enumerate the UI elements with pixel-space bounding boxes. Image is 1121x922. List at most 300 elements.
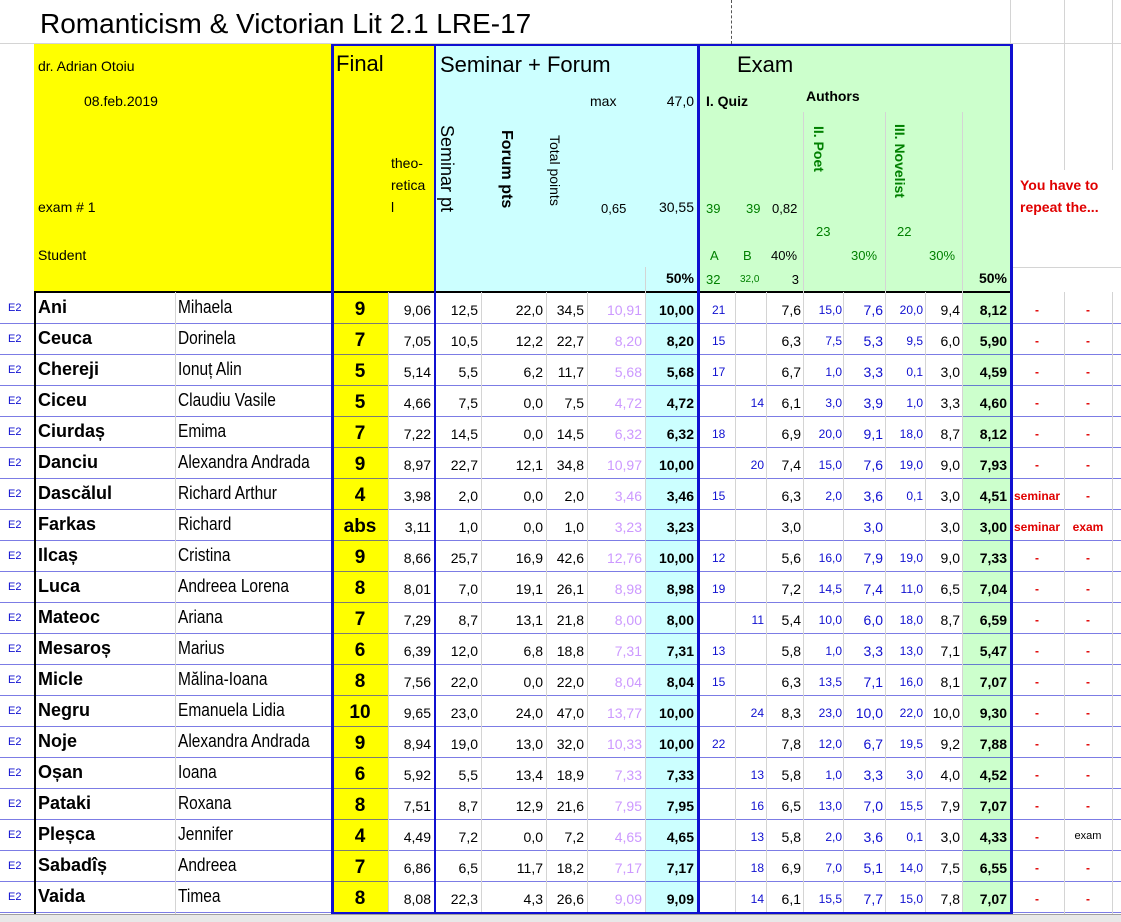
cell-pr[interactable]: 3,0 — [825, 396, 842, 410]
cell-last[interactable]: Ciceu — [38, 390, 88, 410]
cell-pr[interactable]: 15,0 — [818, 458, 842, 472]
cell-n[interactable]: 8,7 — [940, 426, 960, 442]
cell-final[interactable]: 9 — [354, 547, 366, 568]
cell-final[interactable]: abs — [343, 516, 377, 537]
cell-sf[interactable]: 5,68 — [666, 364, 694, 380]
cell-theo[interactable]: 8,97 — [403, 457, 431, 473]
cell-sf[interactable]: 7,95 — [666, 798, 694, 814]
exam-header[interactable]: Exam — [737, 52, 794, 77]
cell-qb[interactable]: 13 — [750, 830, 764, 844]
cell-nr[interactable]: 1,0 — [906, 396, 923, 410]
cell-scaled[interactable]: 13,77 — [606, 705, 642, 721]
cell-first[interactable]: Andreea — [178, 855, 237, 875]
cell-sem[interactable]: 10,5 — [450, 333, 478, 349]
cell-final[interactable]: 6 — [354, 640, 366, 661]
cell-exam[interactable]: 7,93 — [979, 457, 1007, 473]
cell-re[interactable]: - — [1086, 334, 1090, 348]
cell-pr[interactable]: 13,0 — [818, 799, 842, 813]
cell-rs[interactable]: - — [1035, 799, 1039, 813]
cell-forum[interactable]: 19,1 — [515, 581, 543, 597]
cell-n[interactable]: 3,3 — [940, 395, 960, 411]
cell-first[interactable]: Alexandra Andrada — [178, 452, 310, 472]
cell-p[interactable]: 7,0 — [863, 798, 883, 814]
cell-first[interactable]: Ionuț Alin — [178, 359, 242, 379]
cell-total[interactable]: 2,0 — [564, 488, 584, 504]
cell-forum[interactable]: 0,0 — [523, 395, 543, 411]
cell-re[interactable]: - — [1086, 303, 1090, 317]
cell-forum[interactable]: 6,8 — [523, 643, 543, 659]
cell-first[interactable]: Jennifer — [178, 824, 234, 844]
cell-final[interactable]: 8 — [354, 578, 366, 599]
cell-rs[interactable]: - — [1035, 644, 1039, 658]
cell-sf[interactable]: 10,00 — [658, 302, 694, 318]
cell-qa[interactable]: 13 — [712, 644, 726, 658]
cell-pr[interactable]: 23,0 — [818, 706, 842, 720]
cell-rs[interactable]: - — [1035, 303, 1039, 317]
cell-final[interactable]: 9 — [354, 733, 366, 754]
cell-sf[interactable]: 7,31 — [666, 643, 694, 659]
cell-qb[interactable]: 18 — [750, 861, 764, 875]
cell-first[interactable]: Marius — [178, 638, 225, 658]
cell-quiz[interactable]: 6,9 — [781, 426, 801, 442]
cell-nr[interactable]: 0,1 — [906, 830, 923, 844]
cell-nr[interactable]: 0,1 — [906, 365, 923, 379]
cell-p[interactable]: 3,6 — [863, 488, 883, 504]
cell-final[interactable]: 10 — [349, 702, 371, 723]
cell-first[interactable]: Emima — [178, 421, 227, 441]
cell-final[interactable]: 7 — [354, 330, 366, 351]
cell-re[interactable]: - — [1086, 799, 1090, 813]
cell-sf[interactable]: 4,65 — [666, 829, 694, 845]
cell-p[interactable]: 7,9 — [863, 550, 883, 566]
cell-forum[interactable]: 12,2 — [515, 333, 543, 349]
cell-qa[interactable]: 15 — [712, 334, 726, 348]
cell-rs[interactable]: - — [1035, 365, 1039, 379]
cell-re[interactable]: - — [1086, 675, 1090, 689]
cell-pr[interactable]: 16,0 — [818, 551, 842, 565]
cell-scaled[interactable]: 5,68 — [614, 364, 642, 380]
cell-theo[interactable]: 7,05 — [403, 333, 431, 349]
cell-last[interactable]: Negru — [38, 700, 91, 720]
cell-n[interactable]: 3,0 — [940, 829, 960, 845]
cell-quiz[interactable]: 6,5 — [781, 798, 801, 814]
cell-n[interactable]: 10,0 — [932, 705, 960, 721]
cell-final[interactable]: 4 — [354, 485, 366, 506]
cell-p[interactable]: 3,9 — [863, 395, 883, 411]
cell-p[interactable]: 6,7 — [863, 736, 883, 752]
cell-last[interactable]: Ciurdaș — [38, 421, 106, 441]
cell-total[interactable]: 21,8 — [556, 612, 584, 628]
cell-p[interactable]: 6,0 — [863, 612, 883, 628]
cell-p[interactable]: 7,1 — [863, 674, 883, 690]
cell-sf[interactable]: 3,23 — [666, 519, 694, 535]
cell-sem[interactable]: 5,5 — [458, 364, 478, 380]
exam-date[interactable]: 08.feb.2019 — [84, 93, 158, 109]
cell-final[interactable]: 9 — [354, 299, 366, 320]
cell-sem[interactable]: 7,2 — [458, 829, 478, 845]
cell-re[interactable]: - — [1086, 427, 1090, 441]
cell-forum[interactable]: 24,0 — [515, 705, 543, 721]
cell-qb[interactable]: 14 — [750, 396, 764, 410]
cell-scaled[interactable]: 7,33 — [614, 767, 642, 783]
cell-sf[interactable]: 8,00 — [666, 612, 694, 628]
cell-last[interactable]: Ilcaș — [38, 545, 79, 565]
cell-n[interactable]: 9,2 — [940, 736, 960, 752]
cell-first[interactable]: Alexandra Andrada — [178, 731, 310, 751]
cell-pr[interactable]: 10,0 — [818, 613, 842, 627]
cell-re[interactable]: - — [1086, 768, 1090, 782]
cell-pr[interactable]: 7,0 — [825, 861, 842, 875]
cell-last[interactable]: Luca — [38, 576, 81, 596]
cell-exam[interactable]: 4,33 — [979, 829, 1007, 845]
cell-rs[interactable]: - — [1035, 334, 1039, 348]
cell-rs[interactable]: - — [1035, 396, 1039, 410]
cell-nr[interactable]: 16,0 — [899, 675, 923, 689]
cell-final[interactable]: 8 — [354, 671, 366, 692]
cell-qb[interactable]: 13 — [750, 768, 764, 782]
cell-final[interactable]: 9 — [354, 454, 366, 475]
cell-sem[interactable]: 8,7 — [458, 798, 478, 814]
cell-exam[interactable]: 5,47 — [979, 643, 1007, 659]
cell-exam[interactable]: 4,51 — [979, 488, 1007, 504]
cell-quiz[interactable]: 7,4 — [781, 457, 801, 473]
cell-pr[interactable]: 1,0 — [825, 644, 842, 658]
cell-qa[interactable]: 18 — [712, 427, 726, 441]
cell-re[interactable]: - — [1086, 892, 1090, 906]
cell-sf[interactable]: 8,20 — [666, 333, 694, 349]
cell-nr[interactable]: 22,0 — [899, 706, 923, 720]
cell-first[interactable]: Claudiu Vasile — [178, 390, 276, 410]
cell-pr[interactable]: 14,5 — [818, 582, 842, 596]
cell-qb[interactable]: 24 — [750, 706, 764, 720]
cell-exam[interactable]: 4,60 — [979, 395, 1007, 411]
cell-exam[interactable]: 3,00 — [979, 519, 1007, 535]
cell-re[interactable]: - — [1086, 861, 1090, 875]
cell-exam[interactable]: 7,04 — [979, 581, 1007, 597]
cell-rs[interactable]: - — [1035, 830, 1039, 844]
cell-exam[interactable]: 6,55 — [979, 860, 1007, 876]
cell-nr[interactable]: 19,5 — [899, 737, 923, 751]
cell-qb[interactable]: 20 — [750, 458, 764, 472]
cell-scaled[interactable]: 12,76 — [606, 550, 642, 566]
cell-pr[interactable]: 1,0 — [825, 768, 842, 782]
cell-quiz[interactable]: 6,3 — [781, 488, 801, 504]
cell-quiz[interactable]: 3,0 — [781, 519, 801, 535]
cell-p[interactable]: 3,3 — [863, 643, 883, 659]
cell-first[interactable]: Richard — [178, 514, 232, 534]
cell-scaled[interactable]: 3,46 — [614, 488, 642, 504]
cell-sem[interactable]: 22,3 — [450, 891, 478, 907]
cell-qb[interactable]: 14 — [750, 892, 764, 906]
cell-sem[interactable]: 22,7 — [450, 457, 478, 473]
cell-qb[interactable]: 11 — [751, 613, 764, 627]
cell-rs[interactable]: - — [1035, 706, 1039, 720]
cell-quiz[interactable]: 5,4 — [781, 612, 801, 628]
cell-nr[interactable]: 20,0 — [899, 303, 923, 317]
cell-first[interactable]: Roxana — [178, 793, 232, 813]
cell-theo[interactable]: 4,66 — [403, 395, 431, 411]
cell-exam[interactable]: 7,07 — [979, 798, 1007, 814]
cell-total[interactable]: 18,2 — [556, 860, 584, 876]
cell-rs[interactable]: - — [1035, 613, 1039, 627]
cell-total[interactable]: 1,0 — [564, 519, 584, 535]
cell-forum[interactable]: 0,0 — [523, 519, 543, 535]
cell-rs[interactable]: - — [1035, 427, 1039, 441]
cell-quiz[interactable]: 5,8 — [781, 767, 801, 783]
cell-forum[interactable]: 13,4 — [515, 767, 543, 783]
cell-total[interactable]: 26,6 — [556, 891, 584, 907]
cell-sf[interactable]: 10,00 — [658, 736, 694, 752]
cell-nr[interactable]: 15,0 — [899, 892, 923, 906]
cell-first[interactable]: Cristina — [178, 545, 231, 565]
cell-re[interactable]: - — [1086, 644, 1090, 658]
cell-qa[interactable]: 22 — [712, 737, 726, 751]
cell-nr[interactable]: 19,0 — [899, 551, 923, 565]
cell-p[interactable]: 5,3 — [863, 333, 883, 349]
cell-qa[interactable]: 19 — [712, 582, 726, 596]
cell-pr[interactable]: 20,0 — [818, 427, 842, 441]
cell-final[interactable]: 4 — [354, 826, 366, 847]
cell-final[interactable]: 6 — [354, 764, 366, 785]
cell-rs[interactable]: - — [1035, 768, 1039, 782]
cell-rs[interactable]: seminar — [1013, 520, 1061, 534]
cell-final[interactable]: 8 — [354, 795, 366, 816]
cell-nr[interactable]: 3,0 — [906, 768, 923, 782]
cell-pr[interactable]: 2,0 — [825, 489, 842, 503]
cell-pr[interactable]: 12,0 — [818, 737, 842, 751]
cell-total[interactable]: 32,0 — [556, 736, 584, 752]
cell-final[interactable]: 7 — [354, 857, 366, 878]
cell-first[interactable]: Richard Arthur — [178, 483, 277, 503]
cell-quiz[interactable]: 7,6 — [781, 302, 801, 318]
cell-theo[interactable]: 6,86 — [403, 860, 431, 876]
cell-nr[interactable]: 13,0 — [899, 644, 923, 658]
cell-last[interactable]: Pleșca — [38, 824, 96, 844]
cell-scaled[interactable]: 10,91 — [606, 302, 642, 318]
cell-nr[interactable]: 14,0 — [899, 861, 923, 875]
cell-exam[interactable]: 6,59 — [979, 612, 1007, 628]
cell-total[interactable]: 22,7 — [556, 333, 584, 349]
cell-n[interactable]: 7,5 — [940, 860, 960, 876]
cell-total[interactable]: 11,7 — [557, 364, 584, 380]
cell-sem[interactable]: 12,0 — [450, 643, 478, 659]
cell-exam[interactable]: 8,12 — [979, 302, 1007, 318]
cell-re[interactable]: - — [1086, 458, 1090, 472]
cell-qa[interactable]: 17 — [712, 365, 726, 379]
cell-first[interactable]: Emanuela Lidia — [178, 700, 285, 720]
cell-last[interactable]: Farkas — [38, 514, 97, 534]
cell-last[interactable]: Vaida — [38, 886, 86, 906]
cell-pr[interactable]: 1,0 — [825, 365, 842, 379]
cell-p[interactable]: 9,1 — [863, 426, 883, 442]
cell-qa[interactable]: 15 — [712, 675, 726, 689]
cell-n[interactable]: 3,0 — [940, 364, 960, 380]
cell-n[interactable]: 8,1 — [940, 674, 960, 690]
cell-last[interactable]: Pataki — [38, 793, 92, 813]
cell-total[interactable]: 14,5 — [556, 426, 584, 442]
cell-first[interactable]: Mălina-Ioana — [178, 669, 268, 689]
cell-pr[interactable]: 15,0 — [818, 303, 842, 317]
cell-sem[interactable]: 12,5 — [450, 302, 478, 318]
cell-rs[interactable]: seminar — [1013, 489, 1061, 503]
cell-re[interactable]: - — [1086, 706, 1090, 720]
cell-total[interactable]: 47,0 — [556, 705, 584, 721]
cell-scaled[interactable]: 8,00 — [614, 612, 642, 628]
cell-n[interactable]: 7,1 — [940, 643, 960, 659]
cell-exam[interactable]: 7,88 — [979, 736, 1007, 752]
cell-scaled[interactable]: 8,98 — [614, 581, 642, 597]
student-label[interactable]: Student — [38, 247, 87, 263]
cell-pr[interactable]: 13,5 — [818, 675, 842, 689]
cell-quiz[interactable]: 6,9 — [781, 860, 801, 876]
cell-last[interactable]: Chereji — [38, 359, 100, 379]
exam-number[interactable]: exam # 1 — [38, 199, 96, 215]
cell-re[interactable]: - — [1086, 489, 1090, 503]
cell-last[interactable]: Dascălul — [38, 483, 113, 503]
cell-qa[interactable]: 15 — [712, 489, 726, 503]
cell-last[interactable]: Ani — [38, 297, 67, 317]
cell-forum[interactable]: 12,9 — [515, 798, 543, 814]
cell-first[interactable]: Dorinela — [178, 328, 236, 348]
cell-scaled[interactable]: 4,65 — [614, 829, 642, 845]
cell-p[interactable]: 7,7 — [863, 891, 883, 907]
cell-forum[interactable]: 0,0 — [523, 829, 543, 845]
cell-last[interactable]: Oșan — [38, 762, 84, 782]
cell-n[interactable]: 4,0 — [940, 767, 960, 783]
cell-sem[interactable]: 7,5 — [458, 395, 478, 411]
cell-n[interactable]: 7,8 — [940, 891, 960, 907]
cell-theo[interactable]: 9,06 — [403, 302, 431, 318]
cell-re[interactable]: - — [1086, 613, 1090, 627]
cell-sem[interactable]: 7,0 — [458, 581, 478, 597]
cell-last[interactable]: Mesaroș — [38, 638, 112, 658]
cell-scaled[interactable]: 7,31 — [614, 643, 642, 659]
cell-rs[interactable]: - — [1035, 737, 1039, 751]
cell-sem[interactable]: 22,0 — [450, 674, 478, 690]
cell-n[interactable]: 6,5 — [940, 581, 960, 597]
cell-sf[interactable]: 8,98 — [666, 581, 694, 597]
cell-rs[interactable]: - — [1035, 892, 1039, 906]
cell-p[interactable]: 7,6 — [863, 457, 883, 473]
cell-last[interactable]: Danciu — [38, 452, 99, 472]
cell-last[interactable]: Ceuca — [38, 328, 93, 348]
cell-rs[interactable]: - — [1035, 551, 1039, 565]
cell-n[interactable]: 6,0 — [940, 333, 960, 349]
cell-n[interactable]: 7,9 — [940, 798, 960, 814]
cell-forum[interactable]: 0,0 — [523, 674, 543, 690]
cell-re[interactable]: - — [1086, 365, 1090, 379]
cell-pr[interactable]: 7,5 — [825, 334, 842, 348]
cell-sem[interactable]: 2,0 — [458, 488, 478, 504]
cell-theo[interactable]: 8,94 — [403, 736, 431, 752]
cell-sem[interactable]: 8,7 — [458, 612, 478, 628]
cell-total[interactable]: 18,8 — [556, 643, 584, 659]
cell-p[interactable]: 3,0 — [863, 519, 883, 535]
cell-exam[interactable]: 5,90 — [979, 333, 1007, 349]
cell-theo[interactable]: 9,65 — [403, 705, 431, 721]
cell-sf[interactable]: 7,17 — [666, 860, 694, 876]
cell-scaled[interactable]: 10,33 — [606, 736, 642, 752]
cell-scaled[interactable]: 3,23 — [614, 519, 642, 535]
cell-nr[interactable]: 9,5 — [906, 334, 923, 348]
cell-scaled[interactable]: 6,32 — [614, 426, 642, 442]
cell-forum[interactable]: 16,9 — [515, 550, 543, 566]
cell-sem[interactable]: 6,5 — [458, 860, 478, 876]
cell-n[interactable]: 9,0 — [940, 457, 960, 473]
cell-nr[interactable]: 15,5 — [899, 799, 923, 813]
cell-sem[interactable]: 14,5 — [450, 426, 478, 442]
cell-re[interactable]: exam — [1074, 830, 1102, 842]
cell-sf[interactable]: 10,00 — [658, 705, 694, 721]
cell-re[interactable]: - — [1086, 396, 1090, 410]
cell-first[interactable]: Ariana — [178, 607, 223, 627]
cell-quiz[interactable]: 5,8 — [781, 829, 801, 845]
cell-p[interactable]: 10,0 — [855, 705, 883, 721]
cell-forum[interactable]: 12,1 — [515, 457, 543, 473]
cell-sf[interactable]: 9,09 — [666, 891, 694, 907]
cell-p[interactable]: 7,6 — [863, 302, 883, 318]
cell-nr[interactable]: 18,0 — [899, 613, 923, 627]
cell-scaled[interactable]: 7,95 — [614, 798, 642, 814]
cell-sem[interactable]: 1,0 — [458, 519, 478, 535]
cell-quiz[interactable]: 8,3 — [781, 705, 801, 721]
cell-p[interactable]: 3,3 — [863, 767, 883, 783]
cell-qb[interactable]: 16 — [750, 799, 764, 813]
cell-total[interactable]: 18,9 — [556, 767, 584, 783]
cell-exam[interactable]: 7,33 — [979, 550, 1007, 566]
cell-theo[interactable]: 5,14 — [403, 364, 431, 380]
cell-rs[interactable]: - — [1035, 861, 1039, 875]
cell-p[interactable]: 5,1 — [863, 860, 883, 876]
seminar-forum-header[interactable]: Seminar + Forum — [440, 52, 611, 77]
cell-final[interactable]: 8 — [354, 888, 366, 909]
cell-quiz[interactable]: 6,1 — [781, 395, 801, 411]
cell-forum[interactable]: 0,0 — [523, 488, 543, 504]
cell-sf[interactable]: 10,00 — [658, 550, 694, 566]
cell-last[interactable]: Noje — [38, 731, 78, 751]
cell-total[interactable]: 42,6 — [556, 550, 584, 566]
cell-quiz[interactable]: 7,8 — [781, 736, 801, 752]
cell-quiz[interactable]: 5,6 — [781, 550, 801, 566]
cell-exam[interactable]: 4,59 — [979, 364, 1007, 380]
cell-scaled[interactable]: 8,04 — [614, 674, 642, 690]
cell-final[interactable]: 5 — [354, 361, 366, 382]
cell-theo[interactable]: 8,01 — [403, 581, 431, 597]
cell-forum[interactable]: 13,0 — [515, 736, 543, 752]
cell-p[interactable]: 3,6 — [863, 829, 883, 845]
cell-sem[interactable]: 19,0 — [450, 736, 478, 752]
cell-theo[interactable]: 7,56 — [403, 674, 431, 690]
cell-n[interactable]: 3,0 — [940, 488, 960, 504]
cell-forum[interactable]: 13,1 — [515, 612, 543, 628]
cell-rs[interactable]: - — [1035, 582, 1039, 596]
cell-n[interactable]: 3,0 — [940, 519, 960, 535]
cell-theo[interactable]: 5,92 — [403, 767, 431, 783]
cell-sem[interactable]: 5,5 — [458, 767, 478, 783]
cell-total[interactable]: 26,1 — [556, 581, 584, 597]
cell-pr[interactable]: 15,5 — [818, 892, 842, 906]
cell-quiz[interactable]: 7,2 — [781, 581, 801, 597]
cell-theo[interactable]: 7,22 — [403, 426, 431, 442]
cell-nr[interactable]: 19,0 — [899, 458, 923, 472]
cell-scaled[interactable]: 4,72 — [614, 395, 642, 411]
cell-exam[interactable]: 4,52 — [979, 767, 1007, 783]
cell-last[interactable]: Sabadîș — [38, 855, 108, 875]
cell-sf[interactable]: 3,46 — [666, 488, 694, 504]
cell-first[interactable]: Mihaela — [178, 297, 233, 317]
cell-sf[interactable]: 6,32 — [666, 426, 694, 442]
cell-re[interactable]: exam — [1072, 520, 1104, 534]
